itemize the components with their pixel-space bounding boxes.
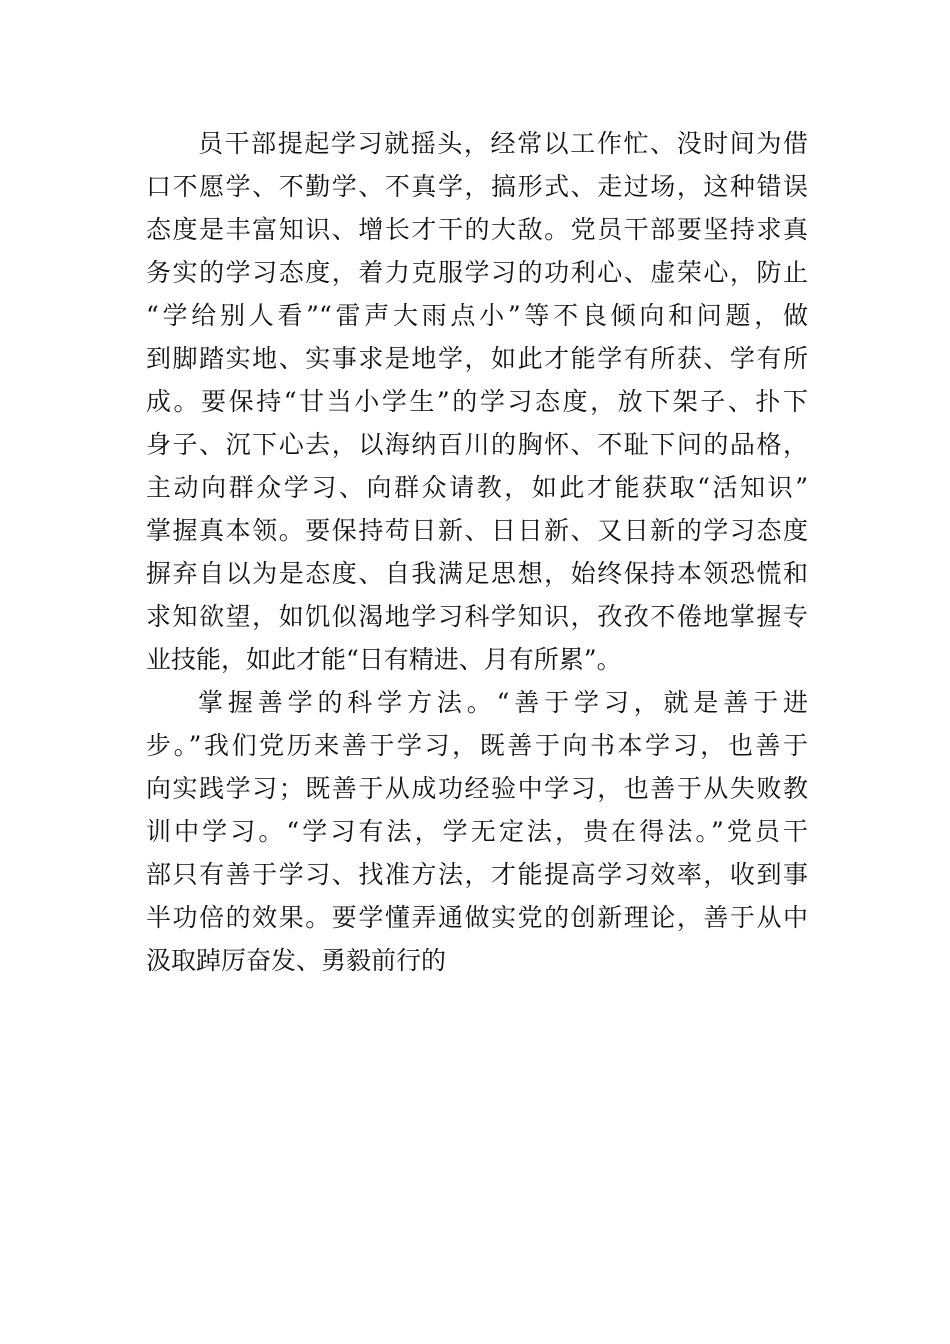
body-text (146, 122, 808, 982)
text-line: 汲取踔厉奋发、勇毅前行的 (146, 946, 447, 975)
text-line: “学给别人看”“雷声大雨点小”等不良倾向和问题，做 (146, 301, 808, 330)
text-line: 身子、沉下心去，以海纳百川的胸怀、不耻下问的品格， (146, 430, 808, 459)
text-line: 成。要保持“甘当小学生”的学习态度，放下架子、扑下 (146, 387, 808, 416)
text-line: 口不愿学、不勤学、不真学，搞形式、走过场，这种错误 (146, 172, 808, 201)
paragraph (146, 681, 808, 982)
text-line: 向实践学习；既善于从成功经验中学习，也善于从失败教 (146, 774, 808, 803)
text-line: 态度是丰富知识、增长才干的大敌。党员干部要坚持求真 (146, 215, 808, 244)
text-line: 主动向群众学习、向群众请教，如此才能获取“活知识” (146, 473, 808, 502)
text-line: 部只有善于学习、找准方法，才能提高学习效率，收到事 (146, 860, 808, 889)
text-line: 掌握善学的科学方法。“善于学习，就是善于进 (198, 688, 808, 717)
text-line: 训中学习。“学习有法，学无定法，贵在得法。”党员干 (146, 817, 808, 846)
text-line: 员干部提起学习就摇头，经常以工作忙、没时间为借 (198, 129, 808, 158)
text-line: 半功倍的效果。要学懂弄通做实党的创新理论，善于从中 (146, 903, 808, 932)
text-line: 到脚踏实地、实事求是地学，如此才能学有所获、学有所 (146, 344, 808, 373)
text-line: 业技能，如此才能“日有精进、月有所累”。 (146, 645, 622, 674)
text-line: 步。”我们党历来善于学习，既善于向书本学习，也善于 (146, 731, 808, 760)
text-line: 摒弃自以为是态度、自我满足思想，始终保持本领恐慌和 (146, 559, 808, 588)
text-line: 求知欲望，如饥似渴地学习科学知识，孜孜不倦地掌握专 (146, 602, 808, 631)
text-line: 掌握真本领。要保持苟日新、日日新、又日新的学习态度 (146, 516, 808, 545)
paragraph (146, 122, 808, 681)
text-line: 务实的学习态度，着力克服学习的功利心、虚荣心，防止 (146, 258, 808, 287)
